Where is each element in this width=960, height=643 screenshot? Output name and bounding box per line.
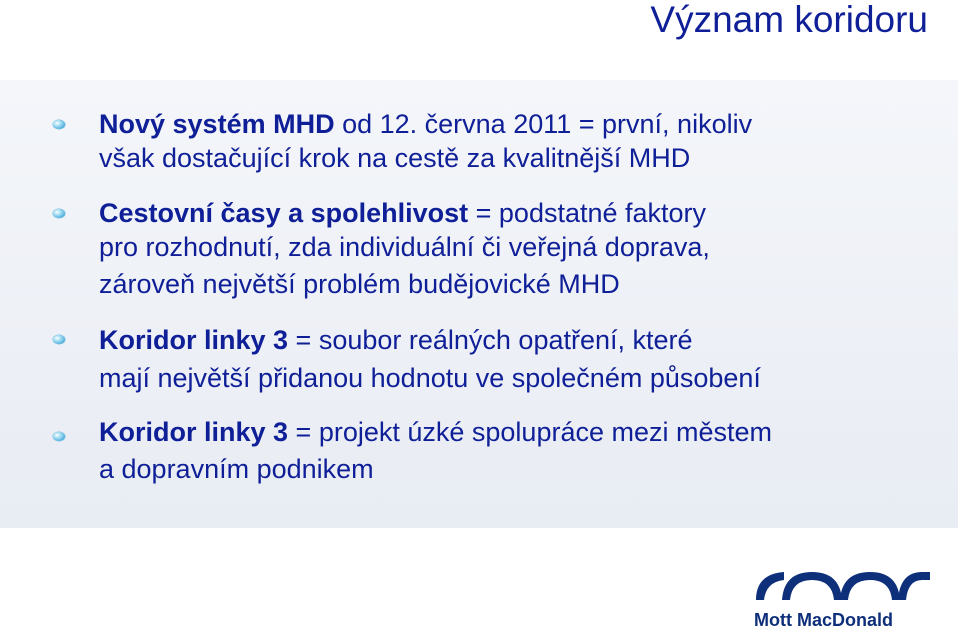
bullet-line <box>99 108 752 140</box>
bullet-emphasis: Koridor linky 3 <box>99 325 289 355</box>
bullet-line: a dopravním podnikem <box>99 454 374 484</box>
bullet-line: však dostačující krok na cestě za kvalitnější MHD <box>99 143 691 173</box>
mott-macdonald-logo <box>754 566 934 632</box>
slide-title: Význam koridoru <box>650 0 928 40</box>
bullet-line: mají největší přidanou hodnotu ve společném působení <box>99 363 761 393</box>
content-panel <box>0 80 958 528</box>
logo-text: Mott MacDonald <box>754 610 893 630</box>
bullet-line <box>99 324 693 356</box>
bullet-icon <box>53 209 65 218</box>
bullet-icon <box>53 335 65 344</box>
bullet-icon <box>53 432 65 441</box>
bullet-line <box>99 197 706 229</box>
bullet-emphasis: Cestovní časy a spolehlivost <box>99 198 469 228</box>
bullet-text: od 12. června 2011 = první, nikoliv <box>334 109 753 139</box>
bullet-emphasis: Nový systém MHD <box>99 109 335 139</box>
bullet-line: pro rozhodnutí, zda individuální či veřejná doprava, <box>99 232 710 262</box>
bullet-text: = projekt úzké spolupráce mezi městem <box>288 417 773 447</box>
bullet-text: = soubor reálných opatření, které <box>288 325 693 355</box>
arches-logo-icon <box>754 566 934 610</box>
bullet-line <box>99 416 772 448</box>
bullet-emphasis: Koridor linky 3 <box>99 417 289 447</box>
bullet-line: zároveň největší problém budějovické MHD <box>99 269 620 299</box>
bullet-icon <box>53 120 65 129</box>
bullet-text: = podstatné faktory <box>468 198 707 228</box>
